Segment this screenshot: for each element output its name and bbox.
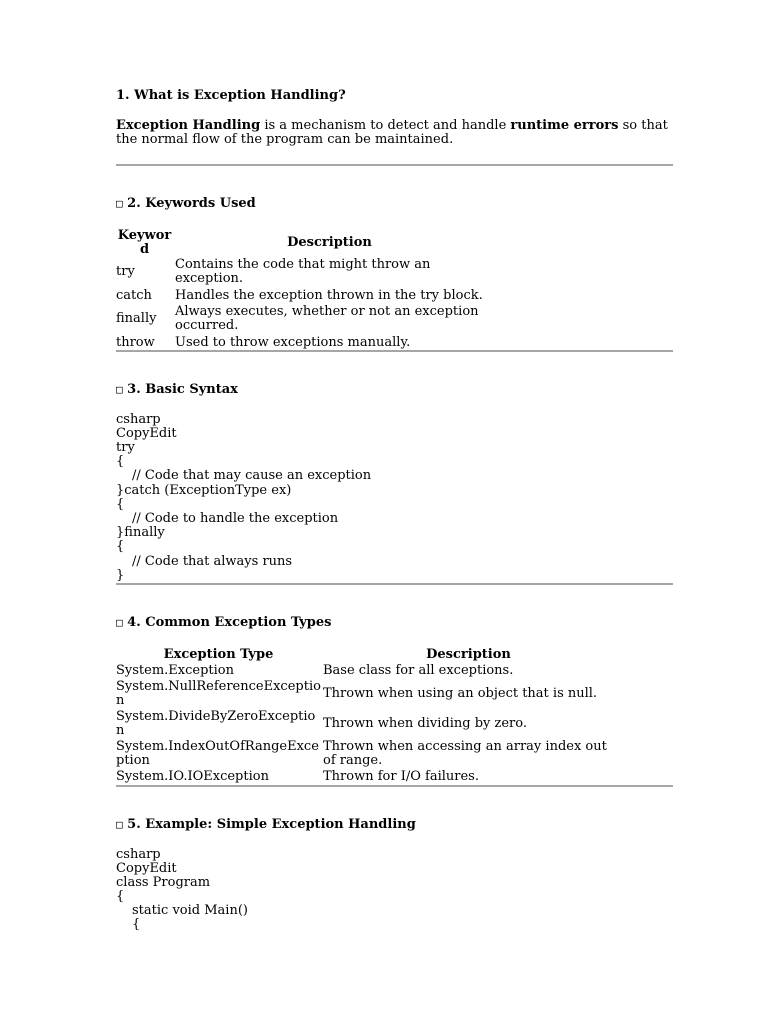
divider — [116, 785, 673, 787]
description-cell: Always executes, whether or not an exception occurred. — [175, 304, 479, 333]
section-2-heading: □ 2. Keywords Used — [116, 196, 256, 211]
copy-edit-label: CopyEdit — [116, 861, 177, 876]
description-cell: Contains the code that might throw an exception. — [175, 257, 431, 286]
exception-type-cell: System.IndexOutOfRangeException — [116, 739, 319, 768]
divider — [116, 350, 673, 352]
table-row — [116, 663, 616, 679]
description-cell: Base class for all exceptions. — [323, 663, 514, 678]
code-line: { — [132, 917, 141, 932]
table-header-row — [116, 646, 616, 663]
code-lang-label: csharp — [116, 412, 161, 427]
exception-type-cell: System.NullReferenceException — [116, 679, 321, 708]
exception-type-cell: System.Exception — [116, 663, 234, 678]
code-line: // Code to handle the exception — [132, 511, 339, 526]
keyword-cell: try — [116, 264, 135, 279]
table-row — [116, 334, 486, 351]
table-row — [116, 709, 616, 739]
checkbox-icon: □ — [116, 197, 123, 210]
code-line: class Program — [116, 875, 211, 890]
code-line: { — [116, 539, 125, 554]
divider — [116, 583, 673, 585]
section-3-heading: □ 3. Basic Syntax — [116, 382, 238, 397]
code-line: { — [116, 889, 125, 904]
keywords-table — [116, 229, 486, 351]
column-header-keyword: Keyword — [117, 228, 172, 257]
description-cell: Handles the exception thrown in the try block. — [175, 287, 483, 303]
code-line: // Code that may cause an exception — [132, 468, 372, 483]
table-row — [116, 257, 486, 287]
code-line: try — [116, 440, 135, 455]
checkbox-icon: □ — [116, 818, 123, 831]
checkbox-icon: □ — [116, 616, 123, 629]
code-line: static void Main() — [132, 903, 248, 918]
code-line: { — [116, 454, 125, 469]
section-4-heading: □ 4. Common Exception Types — [116, 615, 332, 630]
keyword-cell: catch — [116, 287, 152, 303]
column-header-description: Description — [287, 235, 372, 250]
table-row — [116, 769, 616, 785]
section-5-heading: □ 5. Example: Simple Exception Handling — [116, 817, 416, 832]
section-1-paragraph: Exception Handling is a mechanism to detect and handle runtime errors so that the normal flow of the program can be maintained. — [116, 118, 668, 147]
code-lang-label: csharp — [116, 847, 161, 862]
description-cell: Used to throw exceptions manually. — [175, 334, 411, 350]
column-header-description: Description — [426, 646, 511, 662]
code-line: // Code that always runs — [132, 554, 293, 569]
table-row — [116, 287, 486, 304]
keyword-cell: finally — [116, 311, 157, 326]
code-line: { — [116, 497, 125, 512]
code-line: } — [116, 568, 125, 583]
divider — [116, 164, 673, 166]
table-header-row — [116, 229, 486, 257]
code-line: }finally — [116, 525, 165, 540]
keyword-cell: throw — [116, 334, 155, 350]
table-row — [116, 739, 616, 769]
exception-types-table — [116, 646, 616, 785]
description-cell: Thrown when using an object that is null. — [323, 686, 598, 701]
table-row — [116, 304, 486, 334]
description-cell: Thrown for I/O failures. — [323, 769, 479, 784]
copy-edit-label: CopyEdit — [116, 426, 177, 441]
code-line: }catch (ExceptionType ex) — [116, 483, 292, 498]
column-header-exception-type: Exception Type — [163, 646, 274, 662]
exception-type-cell: System.DivideByZeroException — [116, 709, 316, 738]
description-cell: Thrown when accessing an array index out of range. — [323, 739, 607, 768]
table-row — [116, 679, 616, 709]
description-cell: Thrown when dividing by zero. — [323, 716, 527, 731]
checkbox-icon: □ — [116, 383, 123, 396]
section-1-heading: 1. What is Exception Handling? — [116, 88, 346, 103]
exception-type-cell: System.IO.IOException — [116, 769, 269, 784]
